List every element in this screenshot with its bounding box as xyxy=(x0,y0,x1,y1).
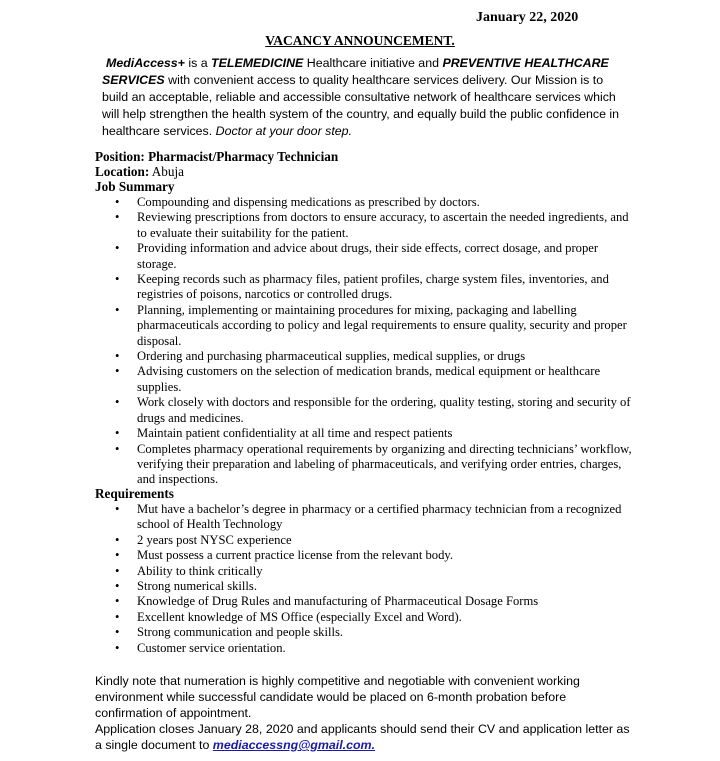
document-heading xyxy=(0,33,720,49)
requirements-list xyxy=(95,502,635,656)
list-item: • 2 years post NYSC experience xyxy=(95,533,635,548)
list-item: • Ordering and purchasing pharmaceutical supplies, medical supplies, or drugs xyxy=(95,349,635,364)
list-item: • Work closely with doctors and responsible for the ordering, quality testing, storing and security of drugs and medicines. xyxy=(95,395,635,426)
list-item: • Completes pharmacy operational requirements by organizing and directing technicians’ workflow, verifying their preparation and labeling of pharmaceuticals, and verifying order entries, charges, and inspections. xyxy=(95,442,635,488)
list-item: • Excellent knowledge of MS Office (especially Excel and Word). xyxy=(95,610,635,625)
document-date: January 22, 2020 xyxy=(476,10,579,25)
heading-text: VACANCY ANNOUNCEMENT. xyxy=(265,33,455,48)
remuneration-note: Kindly note that numeration is highly competitive and negotiable with convenient working environment while successful candidate would be placed on 6-month probation before confirmation of appointment. xyxy=(95,674,580,720)
job-summary-heading xyxy=(95,179,175,194)
list-item: • Reviewing prescriptions from doctors to ensure accuracy, to ascertain the needed ingredients, and to evaluate their suitability for the patient. xyxy=(95,210,635,241)
intro-paragraph xyxy=(102,55,622,140)
tagline: Doctor at your door step. xyxy=(215,124,353,138)
job-summary-list xyxy=(95,195,635,488)
list-item: • Advising customers on the selection of medication brands, medical equipment or healthcare supplies. xyxy=(95,364,635,395)
list-item: • Keeping records such as pharmacy files, patient profiles, charge system files, inventories, and registries of poisons, narcotics or controlled drugs. xyxy=(95,272,635,303)
list-item: • Customer service orientation. xyxy=(95,641,635,656)
list-item: • Strong communication and people skills. xyxy=(95,625,635,640)
preventive-text: PREVENTIVE HEALTHCARE SERVICES xyxy=(102,56,609,87)
job-summary-label: Job Summary xyxy=(95,179,175,194)
list-item: • Providing information and advice about drugs, their side effects, correct dosage, and proper storage. xyxy=(95,241,635,272)
list-item: • Planning, implementing or maintaining procedures for mixing, packaging and labelling pharmaceuticals according to policy and legal requirements to ensure quality, security and proper disposal. xyxy=(95,303,635,349)
intro-text-1: is a xyxy=(184,56,212,70)
location-value: Abuja xyxy=(149,164,185,179)
location-line xyxy=(95,164,184,179)
closing-text xyxy=(95,673,635,753)
list-item: • Knowledge of Drug Rules and manufacturing of Pharmaceutical Dosage Forms xyxy=(95,594,635,609)
list-item: • Compounding and dispensing medications as prescribed by doctors. xyxy=(95,195,635,210)
position-line xyxy=(95,149,338,164)
intro-text-3: with convenient access to quality healthcare services delivery. Our Mission is to build an acceptable, reliable and accessible consultative network of healthcare services which will help strengthen the health system of the country, and equally build the public confidence in healthcare services. xyxy=(102,73,620,138)
requirements-heading xyxy=(95,486,174,501)
intro-text-2: Healthcare initiative and xyxy=(303,56,443,70)
application-text: Application closes January 28, 2020 and applicants should send their CV and application letter as a single document to xyxy=(95,722,630,752)
list-item: • Maintain patient confidentiality at all time and respect patients xyxy=(95,426,635,441)
email-link[interactable]: mediaccessng@gmail.com xyxy=(212,738,372,752)
location-label: Location: xyxy=(95,164,150,179)
position-label: Position: Pharmacist/Pharmacy Technician xyxy=(95,149,339,164)
requirements-label: Requirements xyxy=(95,486,174,501)
list-item: • Strong numerical skills. xyxy=(95,579,635,594)
closing-period: . xyxy=(371,738,376,752)
list-item: • Ability to think critically xyxy=(95,564,635,579)
brand-name: MediAccess+ xyxy=(106,56,185,70)
application-note xyxy=(95,721,635,753)
list-item: • Mut have a bachelor’s degree in pharmacy or a certified pharmacy technician from a recognized school of Health Technology xyxy=(95,502,635,533)
telemedicine-text: TELEMEDICINE xyxy=(211,56,304,70)
list-item: • Must possess a current practice license from the relevant body. xyxy=(95,548,635,563)
